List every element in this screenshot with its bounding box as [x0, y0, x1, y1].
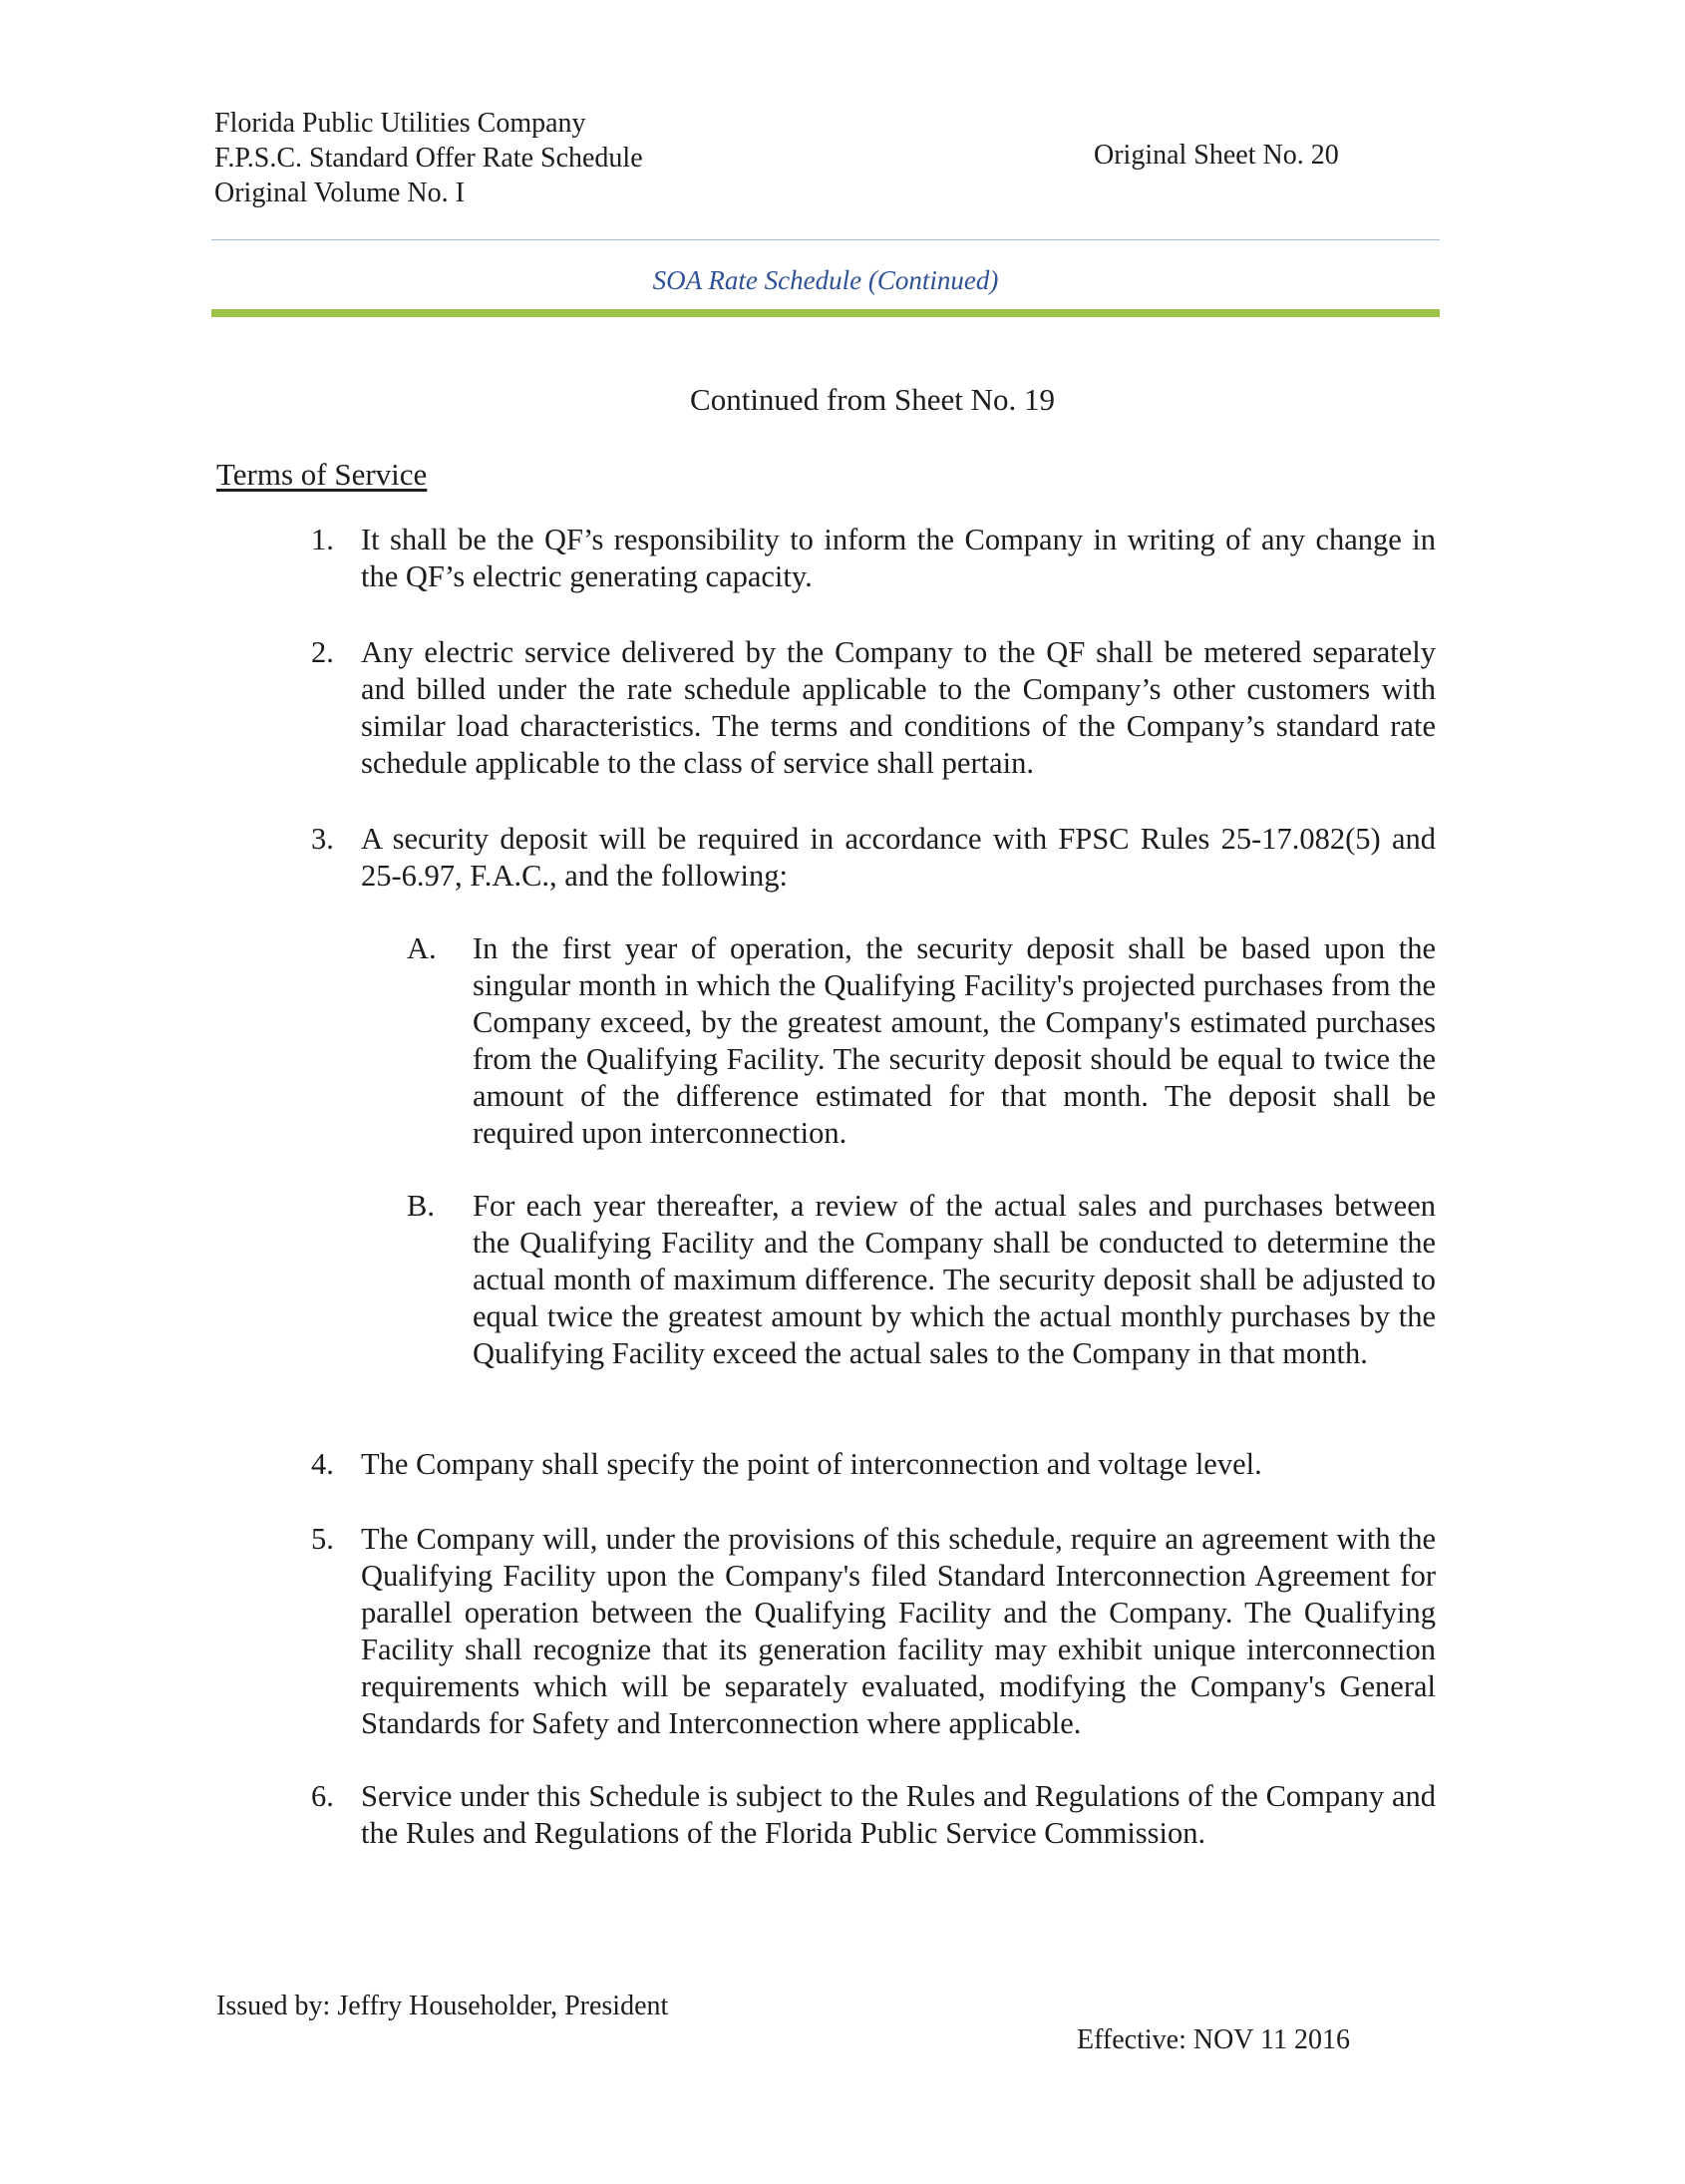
- rate-schedule-name: F.P.S.C. Standard Offer Rate Schedule: [214, 143, 643, 174]
- subitem-text: In the first year of operation, the security deposit shall be based upon the singular month in which the Qualifying Facility's projected purchases from the Company exceed, by the greatest amount, the Company's estimated purchases from the Qualifying Facility. The security deposit should be equal to twice the amount of the difference estimated for that month. The deposit shall be required upon interconnection.: [473, 931, 1436, 1150]
- continued-from-text: Continued from Sheet No. 19: [690, 382, 1055, 417]
- volume-number: Original Volume No. I: [214, 178, 465, 208]
- section-banner-title: SOA Rate Schedule (Continued): [652, 265, 999, 295]
- subitem-letter: A.: [407, 931, 437, 965]
- issued-by: Issued by: Jeffry Householder, President: [216, 1991, 669, 2021]
- header-divider-thick: [211, 309, 1440, 317]
- sheet-number: Original Sheet No. 20: [1094, 140, 1339, 171]
- item-text: It shall be the QF’s responsibility to inform the Company in writing of any change in the QF’s electric generating capacity.: [361, 523, 1436, 593]
- item-number: 1.: [311, 523, 334, 556]
- continued-from-note: [0, 382, 1685, 418]
- header-left-block: [214, 106, 643, 210]
- item-text: A security deposit will be required in accordance with FPSC Rules 25-17.082(5) and 25-6.97, F.A.C., and the following:: [361, 822, 1436, 893]
- subitem-text: For each year thereafter, a review of the actual sales and purchases between the Qualifying Facility and the Company shall be conducted to determine the actual month of maximum difference. The security deposit shall be adjusted to equal twice the greatest amount by which the actual monthly purchases by the Qualifying Facility exceed the actual sales to the Company in that month.: [473, 1189, 1436, 1370]
- item-number: 6.: [311, 1779, 334, 1813]
- item-text: The Company shall specify the point of interconnection and voltage level.: [361, 1447, 1262, 1481]
- item-text: Any electric service delivered by the Company to the QF shall be metered separately and billed under the rate schedule applicable to the Company’s other customers with similar load characteristics. The terms and conditions of the Company’s standard rate schedule applicable to the class of service shall pertain.: [361, 635, 1436, 780]
- effective-date: Effective: NOV 11 2016: [1077, 2024, 1350, 2055]
- item-number: 2.: [311, 635, 334, 669]
- item-number: 5.: [311, 1522, 334, 1556]
- item-text: The Company will, under the provisions of this schedule, require an agreement with the Qualifying Facility upon the Company's filed Standard Interconnection Agreement for parallel operation between the Qualifying Facility and the Company. The Qualifying Facility shall recognize that its generation facility may exhibit unique interconnection requirements which will be separately evaluated, modifying the Company's General Standards for Safety and Interconnection where applicable.: [361, 1522, 1436, 1740]
- item-text: Service under this Schedule is subject to the Rules and Regulations of the Company and the Rules and Regulations of the Florida Public Service Commission.: [361, 1779, 1436, 1850]
- terms-of-service-heading: Terms of Service: [216, 457, 428, 492]
- subitem-letter: B.: [407, 1189, 435, 1223]
- company-name: Florida Public Utilities Company: [214, 108, 586, 139]
- header-divider-thin: [211, 239, 1440, 240]
- item-number: 4.: [311, 1447, 334, 1481]
- item-number: 3.: [311, 822, 334, 856]
